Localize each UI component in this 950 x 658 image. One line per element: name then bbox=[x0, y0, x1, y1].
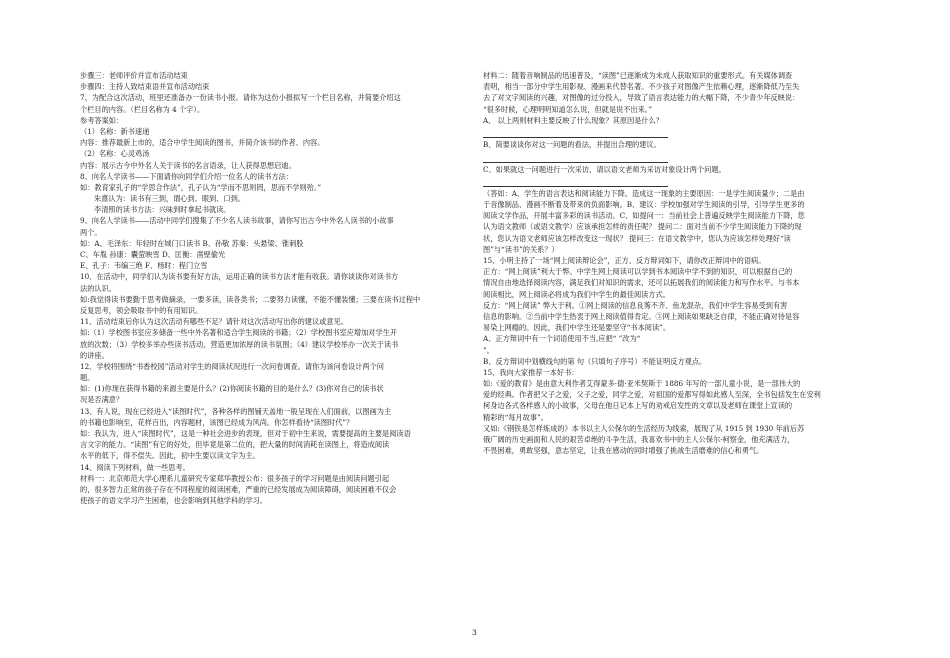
text-line: 阅读文学作品，开展丰富多彩的读书活动。C、如提问一：当前社会上普遍反映学生阅读能力下降，您 bbox=[483, 211, 805, 221]
text-line: 步骤四：主持人致结束语并宣布活动结束 bbox=[80, 82, 210, 92]
text-line: B、简要谈谈你对这一问题的看法，并提出合理的建议。 bbox=[483, 140, 661, 150]
text-line: 信息的影响。②当前中学生热衷于网上阅读值得肯定。③网上阅读如果缺乏自律，不能正确对待是容 bbox=[483, 311, 800, 321]
text-line: 状，您认为语文老师应该怎样改变这一现状？ 提问三：在语文教学中，您认为应该怎样处理好“读 bbox=[483, 233, 791, 243]
question-c-block bbox=[483, 164, 878, 175]
text-line: E、孔子：韦编三绝 F、杨时：程门立雪 bbox=[80, 261, 208, 271]
text-line: 如：(1)你现在获得书籍的来源主要是什么？(2)你阅读书籍的目的是什么？(3)你对自己的读书状 bbox=[80, 384, 384, 394]
text-line: 柯身边各式各样感人的小故事，父母在他日记本上写的劝戒启发性的文章以及老师在课堂上宣读的 bbox=[483, 401, 793, 411]
text-line: 俄广阔的历史画面和人民的艰苦卓绝的斗争生活，我喜欢书中的主人公保尔·柯察金，他充满活力， bbox=[483, 435, 795, 444]
text-line: 言文字的能力。“读图”有它的好处，但毕竟是第二位的，把大量的时间消耗在读图上，将造成阅读 bbox=[80, 440, 390, 450]
text-line: C、如果就这一问题进行一次采访，请以语文老师为采访对象设计两个问题。 bbox=[483, 164, 726, 174]
text-line: 去了对文字阅读的兴趣，对图像的过分投入，导致了语言表达能力的大幅下降，不少青少年反映说： bbox=[483, 93, 800, 103]
text-line: 参考答案如： bbox=[80, 115, 124, 125]
text-line: 9、向名人学读书——活动中同学们搜集了不少名人读书故事，请你写出古今中外名人读书的小故事 bbox=[80, 216, 394, 226]
text-line: （2）名称：心灵鸡汤 bbox=[80, 149, 150, 159]
text-line: 阅读相比，网上阅读必将成为我们中学生的最佳阅读方式。 bbox=[483, 289, 670, 299]
text-line: 朱熹认为：读书有三到，谓心到、眼到、口到。 bbox=[94, 194, 245, 204]
text-line: 使孩子的语文学习产生困难，也会影响到其他学科的学习。 bbox=[80, 496, 267, 506]
text-line: 如:（1）学校图书室应多储备一些中外名著和适合学生阅读的书籍；（2）学校图书室应增加对学生开 bbox=[80, 328, 398, 338]
text-line: （答如：A、学生的语言表达和阅读能力下降。造成这一现象的主要原因：一是学生阅读量少；二是由 bbox=[483, 188, 805, 198]
text-line: A、正方辩词中有一个词语使用不当,应把“ ”改为“ bbox=[483, 334, 641, 344]
text-line: 题。 bbox=[80, 373, 95, 383]
answer-blank-a[interactable] bbox=[483, 126, 668, 138]
text-line: 内容：推荐最新上市的，适合中学生阅读的图书，并简介该书的作者、内容。 bbox=[80, 138, 325, 148]
text-line: 8、向名人学读书——下面请你向同学们介绍一位名人的读书方法： bbox=[80, 171, 294, 181]
text-line: 于音像制品、漫画不断着及带来的负面影响。B、建议：学校加强对学生阅读的引导，引导学生更多的 bbox=[483, 200, 805, 210]
text-line: 又如:《钢铁是怎样炼成的》本书以主人公保尔的生活经历为线索，展现了从 1915 到 1930 年前后苏 bbox=[483, 423, 805, 433]
text-line: 情况自由地选择阅读内容，满足我们对知识的需求，还可以拓展我们的阅读能力和写作水平。与书本 bbox=[483, 278, 800, 288]
text-line: 两个。 bbox=[80, 227, 102, 237]
text-line: 反复思考，领会吸取书中的有用知识。 bbox=[80, 305, 203, 315]
text-line: 材料一：北京师范大学心理系儿童研究专家郑华教授公布：很多孩子的学习问题是由阅读问题引起 bbox=[80, 473, 390, 483]
text-line: 材料二：随着音响制品的迅速普及，“读图”已逐渐成为未成人获取知识的重要形式。有关媒体调查 bbox=[483, 71, 793, 80]
text-line: 10、在活动中，同学们认为读书要有好方法，运用正确的读书方法才能有收获。请你谈谈你对读书方 bbox=[80, 272, 399, 282]
text-line: B、反方辩词中划横线句的第 句（只填句子序号）不能证明反方观点。 bbox=[483, 356, 707, 366]
text-line: 7、为配合这次活动，班里还准备办一份读书小报。请你为这份小报拟写一个栏目名称，并简要介绍这 bbox=[80, 93, 401, 103]
text-line: 李清照的读书方法：兴味到时拿起书就读。 bbox=[94, 205, 231, 215]
text-line: 的书籍也影响至，花样百出，内容题材，该图已经成为风尚。你怎样看待“读图时代”？ bbox=[80, 417, 354, 427]
text-line: 如：我认为，进入“读图时代”，这是一种社会进步的表现，但对于初中生来说，需要提高的主要是阅读语 bbox=[80, 429, 411, 438]
text-line: 内容：展示古今中外名人关于读书的名言语录，让人获得思想启迪。 bbox=[80, 160, 296, 170]
text-line: 图”与“读书”的关系？） bbox=[483, 244, 559, 254]
question-b-block bbox=[483, 139, 878, 150]
text-line: 易染上网瘾的。因此，我们中学生还是要坚守“书本阅读”。 bbox=[483, 323, 671, 333]
text-line: 14、阅读下列材料，做一些思考。 bbox=[80, 462, 190, 472]
text-line: ”。 bbox=[483, 345, 494, 355]
text-line: 放的次数；（3）学校多举办些读书活动，营造更加浓厚的读书氛围；（4）建议学校举办一次关于读书 bbox=[80, 339, 399, 349]
text-line: 13、有人说，现在已经进入“读图时代”，各种各样的图铺天盖地一般呈现在人们面前，以图画为主 bbox=[80, 406, 392, 416]
text-line: 况是否满意？ bbox=[80, 395, 124, 405]
text-line: 如：A、毛泽东：年轻时在城门口读书 B、孙敬 苏秦：头悬梁、锥刺股 bbox=[80, 238, 304, 248]
text-line: A、 以上两则材料主要反映了什么现象？其原因是什么？ bbox=[483, 115, 663, 125]
answer-blank-c[interactable] bbox=[483, 175, 668, 187]
text-line: 反方：“网上阅读” 弊大于利。①网上阅读的信息良莠不齐、鱼龙混杂，我们中学生容易受到有害 bbox=[483, 300, 788, 310]
answers-and-q15-block bbox=[483, 188, 878, 457]
text-line: 水平的低下，得不偿失。因此，初中生要以读文字为主。 bbox=[80, 451, 260, 461]
text-line: 15、我向大家推荐一本好书： bbox=[483, 367, 579, 377]
text-line: 个栏目的内容。（栏目名称为 4 个字）。 bbox=[80, 104, 205, 114]
text-line: 如:《爱的教育》是由意大利作者艾得蒙多·德·亚米契斯于 1886 年写的一部儿童小说，是一部伟大的 bbox=[483, 379, 801, 389]
page-number: 3 bbox=[472, 628, 477, 637]
material-two-block bbox=[483, 70, 878, 126]
text-line: 15、小明主持了一场“网上阅读辩论会”，正方、反方辩词如下，请你改正辩词中的语病。 bbox=[483, 256, 766, 265]
text-line: “很多时候，心理明明知道怎么说，但就是说不出来。” bbox=[483, 104, 653, 114]
right-column bbox=[483, 70, 878, 456]
text-line: 11、活动结束后你认为这次活动有哪些不足？请针对这次活动写出你的建议或意见。 bbox=[80, 317, 348, 327]
text-line: 的讲座。 bbox=[80, 350, 109, 360]
text-line: 精彩的“每月故事”。 bbox=[483, 412, 548, 422]
text-line: 如:我觉得读书要勤于思考做摘录，一要多读，读各类书；二要努力读懂，不能不懂装懂；三要在读书过程中 bbox=[80, 294, 421, 304]
text-line: 的，很多智力正常的孩子存在不同程度的阅读困难，严重的已经发展成为阅读障碍，阅读困难不仅会 bbox=[80, 484, 397, 494]
text-line: 法的认识。 bbox=[80, 283, 116, 293]
answer-blank-b[interactable] bbox=[483, 150, 668, 162]
left-column bbox=[80, 70, 470, 506]
text-line: 爱的经典。作者把父子之爱，父子之爱，同学之爱，对祖国的爱都写得如此感人至深，全书包括发生在安利 bbox=[483, 390, 821, 400]
text-line: 认为语文教师（或语文教学）应该承担怎样的责任呢？ 提问二：面对当前不少学生阅读能力下降的现 bbox=[483, 222, 802, 232]
text-line: （1）名称：新书速递 bbox=[80, 126, 150, 136]
text-line: 12、学校将围绕“书香校园”活动对学生的阅读状况进行一次问卷调查。请你为该问卷设计两个问 bbox=[80, 361, 384, 371]
text-line: 正方：“网上阅读”利大于弊。中学生网上阅读可以学到书本阅读中学不到的知识，可以根据自己的 bbox=[483, 267, 793, 277]
text-line: 如：教育家孔子的“学思合作法”，孔子认为“学而不思则罔，思而不学则殆。” bbox=[80, 182, 322, 192]
text-line: C、车胤 孙康：囊萤映雪 D、匡衡：凿壁偷光 bbox=[80, 250, 226, 259]
text-line: 步骤三：老师评价并宣布活动结束 bbox=[80, 71, 188, 80]
text-line: 不畏困难，勇敢坚强，意志坚定，让我在感动的同时增强了挑战生活磨难的信心和勇气。 bbox=[483, 446, 764, 456]
text-line: 表明，相当一部分中学生用影视、漫画来代替名著。不少孩子对图像产生依赖心理，逐渐降低乃至失 bbox=[483, 82, 800, 92]
